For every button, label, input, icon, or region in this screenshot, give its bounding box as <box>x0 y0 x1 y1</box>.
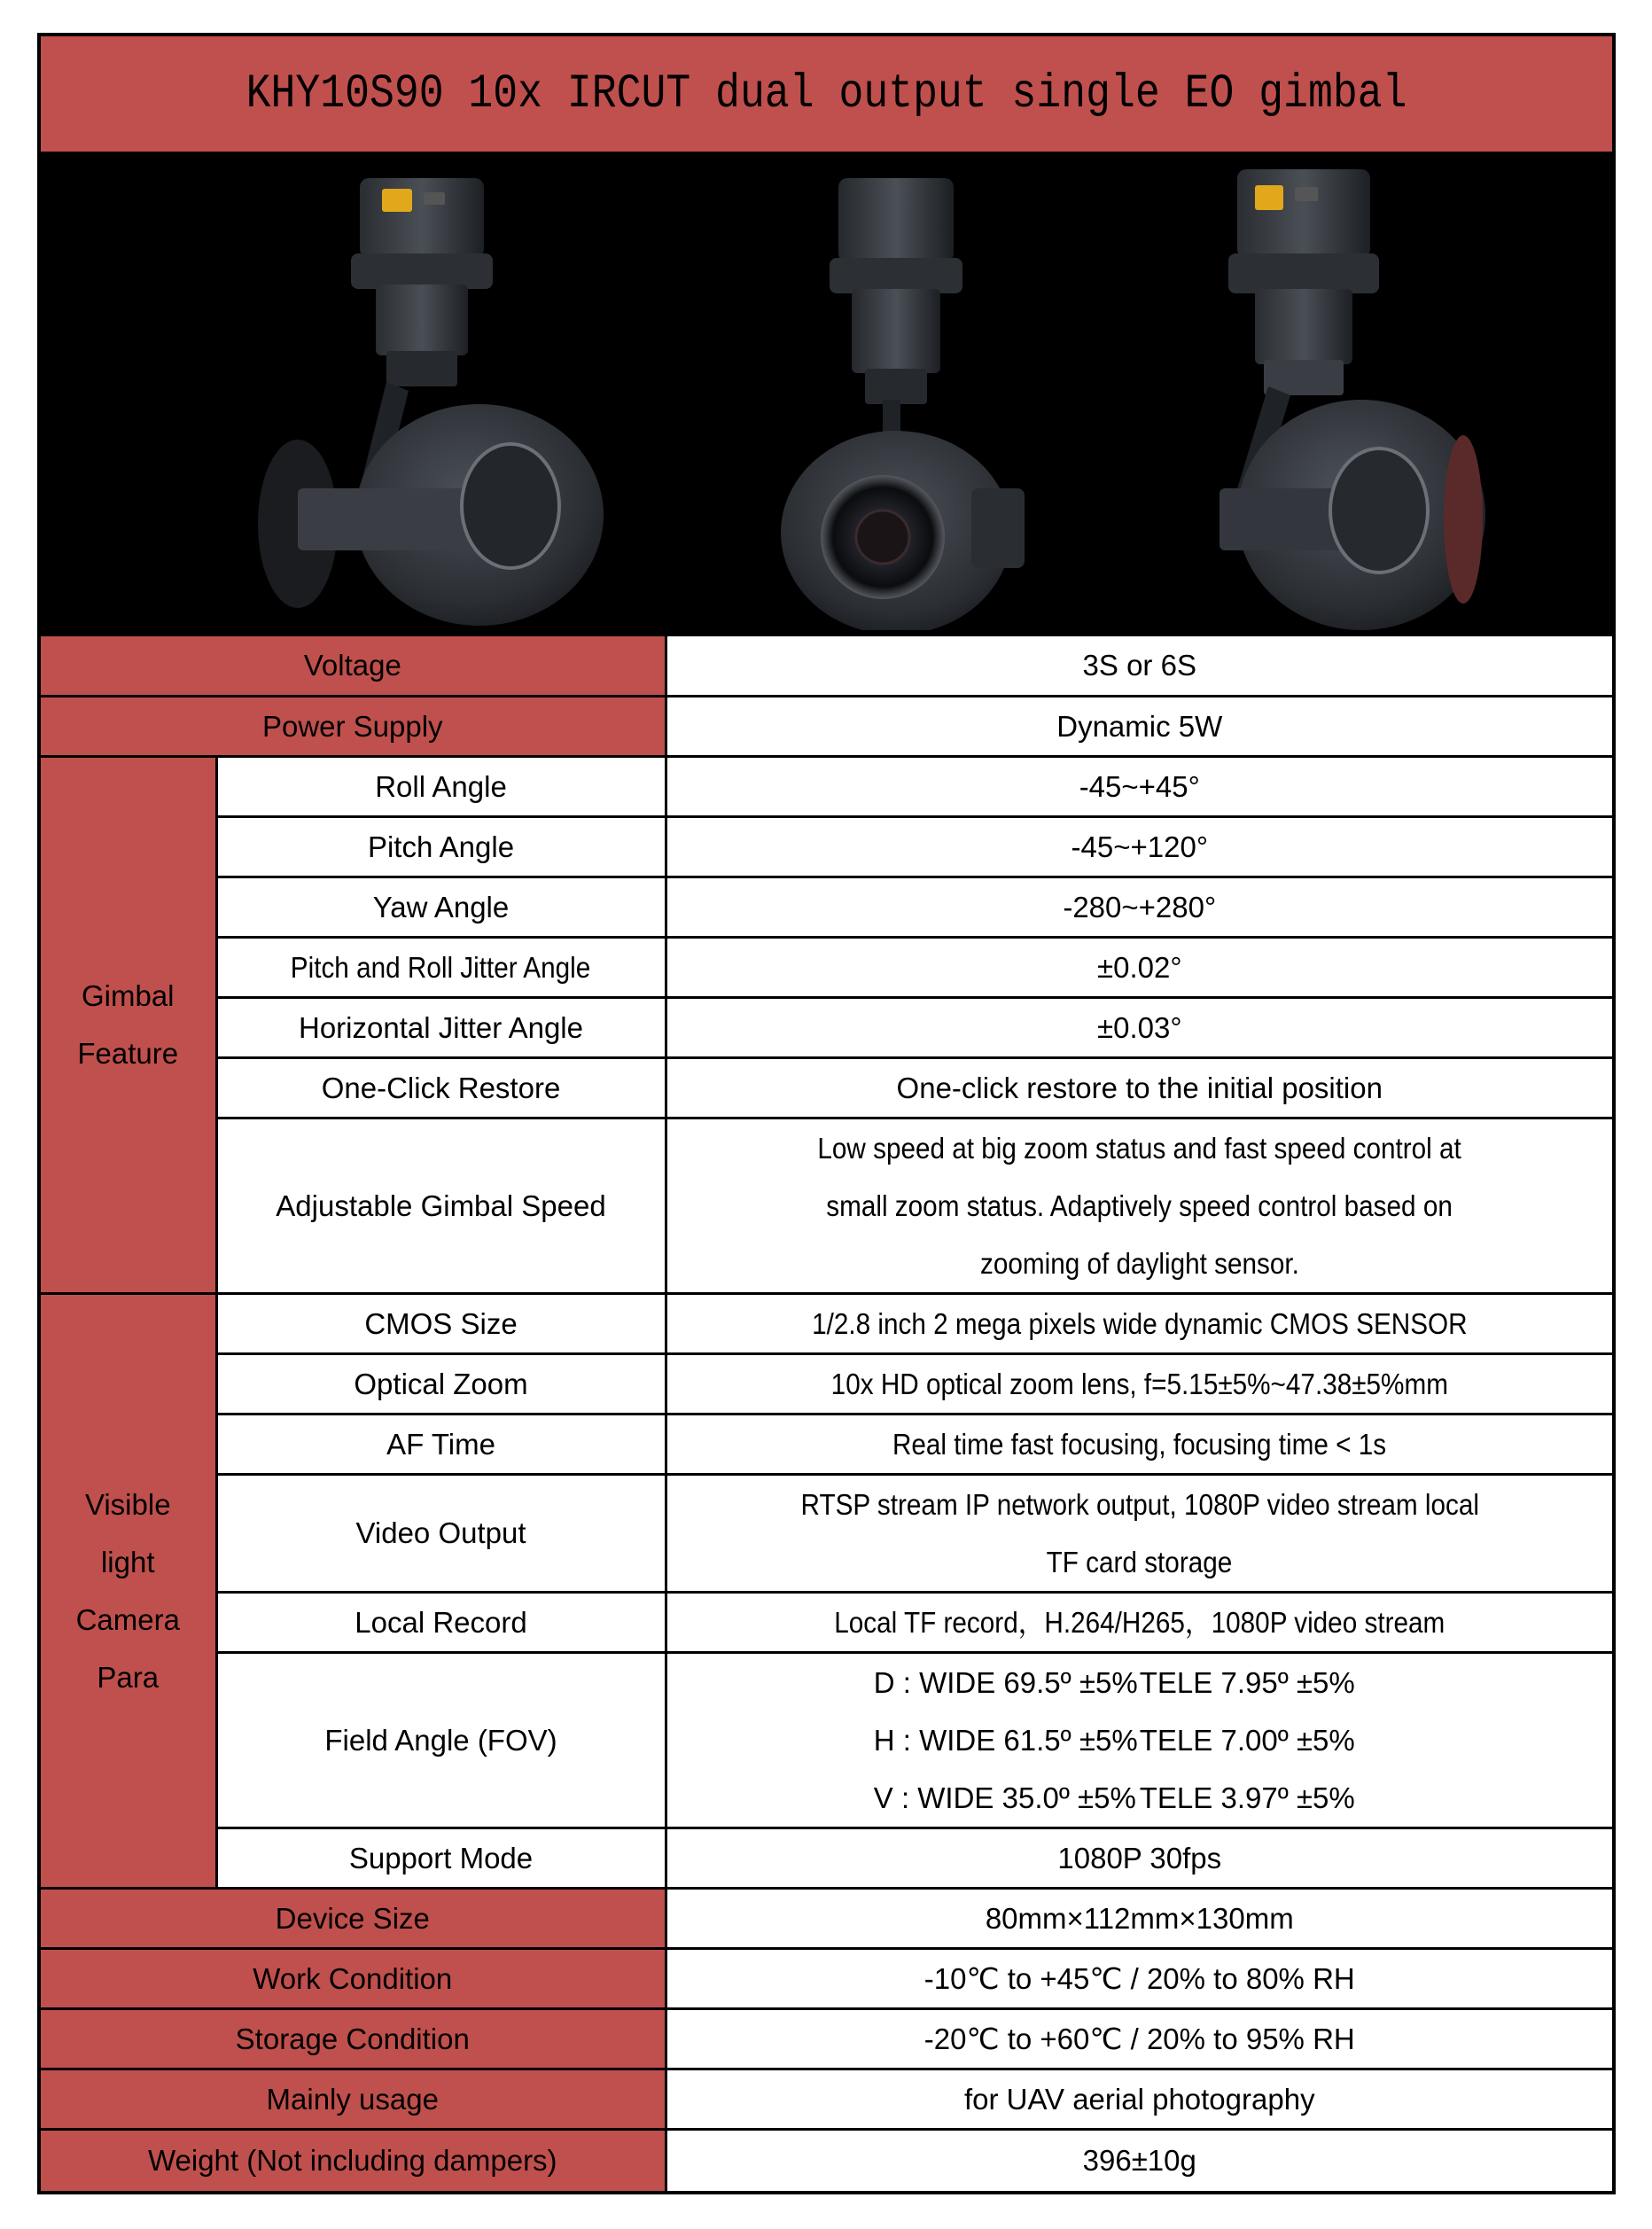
table-row-optical-zoom <box>41 1353 1612 1414</box>
value-adjustable-speed <box>666 1118 1612 1293</box>
value-yaw-angle: -280~+280° <box>666 877 1612 937</box>
table-row-work-condition <box>41 1948 1612 2008</box>
table-row-storage-condition <box>41 2008 1612 2069</box>
product-photo-band <box>41 152 1612 636</box>
group-label-line: Para <box>97 1660 160 1694</box>
label-work-condition: Work Condition <box>41 1948 666 2008</box>
label-power-supply: Power Supply <box>41 696 666 756</box>
value-storage-condition: -20℃ to +60℃ / 20% to 95% RH <box>666 2008 1612 2069</box>
label-yaw-angle: Yaw Angle <box>216 877 666 937</box>
group-label-line: Gimbal <box>81 979 175 1012</box>
group-label-line: Visible <box>84 1487 171 1521</box>
value-cmos-size: 1/2.8 inch 2 mega pixels wide dynamic CMOS SENSOR <box>666 1293 1612 1353</box>
label-horizontal-jitter: Horizontal Jitter Angle <box>216 997 666 1057</box>
table-row-power-supply <box>41 696 1612 756</box>
label-mainly-usage: Mainly usage <box>41 2069 666 2129</box>
label-adjustable-speed: Adjustable Gimbal Speed <box>216 1118 666 1293</box>
fov-wide: D : WIDE 69.5º ±5% <box>873 1665 1138 1699</box>
table-row-adjustable-speed <box>41 1118 1612 1293</box>
spec-sheet <box>37 33 1616 2194</box>
table-row-local-record <box>41 1592 1612 1652</box>
spec-table <box>41 636 1612 2191</box>
group-label-visible-light-camera <box>41 1293 216 1888</box>
fov-wide: H : WIDE 61.5º ±5% <box>873 1723 1138 1757</box>
label-storage-condition: Storage Condition <box>41 2008 666 2069</box>
fov-line-h <box>673 1711 1608 1769</box>
group-label-line: Camera <box>75 1602 180 1636</box>
fov-tele: TELE 7.95º ±5% <box>1139 1665 1355 1699</box>
label-roll-angle: Roll Angle <box>216 756 666 816</box>
gimbal-side-view-left <box>218 169 626 630</box>
label-device-size: Device Size <box>41 1888 666 1948</box>
title-banner <box>41 36 1612 152</box>
value-work-condition: -10℃ to +45℃ / 20% to 80% RH <box>666 1948 1612 2008</box>
value-local-record: Local TF record，H.264/H265，1080P video stream <box>666 1592 1612 1652</box>
label-cmos-size: CMOS Size <box>216 1293 666 1353</box>
table-row-roll-angle <box>41 756 1612 816</box>
value-fov <box>666 1652 1612 1828</box>
table-row-af-time <box>41 1414 1612 1474</box>
table-row-cmos-size <box>41 1293 1612 1353</box>
value-line: small zoom status. Adaptively speed control based on <box>826 1189 1453 1222</box>
table-row-voltage <box>41 636 1612 696</box>
value-support-mode: 1080P 30fps <box>666 1828 1612 1888</box>
value-power-supply: Dynamic 5W <box>666 696 1612 756</box>
label-video-output: Video Output <box>216 1474 666 1592</box>
table-row-pitch-roll-jitter <box>41 937 1612 997</box>
table-row-device-size <box>41 1888 1612 1948</box>
value-optical-zoom: 10x HD optical zoom lens, f=5.15±5%~47.38±5%mm <box>666 1353 1612 1414</box>
table-row-video-output <box>41 1474 1612 1592</box>
label-support-mode: Support Mode <box>216 1828 666 1888</box>
label-voltage: Voltage <box>41 636 666 696</box>
value-line: TF card storage <box>1046 1545 1233 1578</box>
value-one-click-restore: One-click restore to the initial position <box>666 1057 1612 1118</box>
group-label-line: light <box>100 1545 155 1578</box>
label-fov: Field Angle (FOV) <box>216 1652 666 1828</box>
fov-line-v <box>673 1769 1608 1827</box>
gimbal-front-view <box>741 178 1060 630</box>
value-pitch-angle: -45~+120° <box>666 816 1612 877</box>
table-row-yaw-angle <box>41 877 1612 937</box>
table-row-horizontal-jitter <box>41 997 1612 1057</box>
value-video-output <box>666 1474 1612 1592</box>
value-pitch-roll-jitter: ±0.02° <box>666 937 1612 997</box>
label-one-click-restore: One-Click Restore <box>216 1057 666 1118</box>
table-row-fov <box>41 1652 1612 1828</box>
label-pitch-angle: Pitch Angle <box>216 816 666 877</box>
fov-tele: TELE 7.00º ±5% <box>1139 1723 1355 1757</box>
page-title: KHY10S90 10x IRCUT dual output single EO gimbal <box>245 66 1407 121</box>
value-roll-angle: -45~+45° <box>666 756 1612 816</box>
fov-tele: TELE 3.97º ±5% <box>1139 1781 1355 1814</box>
value-device-size: 80mm×112mm×130mm <box>666 1888 1612 1948</box>
label-weight: Weight (Not including dampers) <box>41 2129 666 2191</box>
value-line: RTSP stream IP network output, 1080P video stream local <box>800 1487 1479 1521</box>
label-text: Pitch and Roll Jitter Angle <box>291 950 591 984</box>
label-pitch-roll-jitter <box>216 937 666 997</box>
table-row-pitch-angle <box>41 816 1612 877</box>
label-local-record: Local Record <box>216 1592 666 1652</box>
value-line: Low speed at big zoom status and fast speed control at <box>817 1131 1461 1165</box>
label-optical-zoom: Optical Zoom <box>216 1353 666 1414</box>
fov-line-d <box>673 1654 1608 1711</box>
value-horizontal-jitter: ±0.03° <box>666 997 1612 1057</box>
table-row-one-click-restore <box>41 1057 1612 1118</box>
value-line: zooming of daylight sensor. <box>979 1246 1299 1280</box>
value-mainly-usage: for UAV aerial photography <box>666 2069 1612 2129</box>
group-label-gimbal-feature <box>41 756 216 1293</box>
table-row-support-mode <box>41 1828 1612 1888</box>
gimbal-side-view-right <box>1113 160 1521 630</box>
label-af-time: AF Time <box>216 1414 666 1474</box>
fov-wide: V : WIDE 35.0º ±5% <box>873 1781 1136 1814</box>
value-voltage: 3S or 6S <box>666 636 1612 696</box>
table-row-weight <box>41 2129 1612 2191</box>
value-af-time: Real time fast focusing, focusing time < 1s <box>666 1414 1612 1474</box>
value-weight: 396±10g <box>666 2129 1612 2191</box>
table-row-mainly-usage <box>41 2069 1612 2129</box>
group-label-line: Feature <box>77 1037 179 1070</box>
